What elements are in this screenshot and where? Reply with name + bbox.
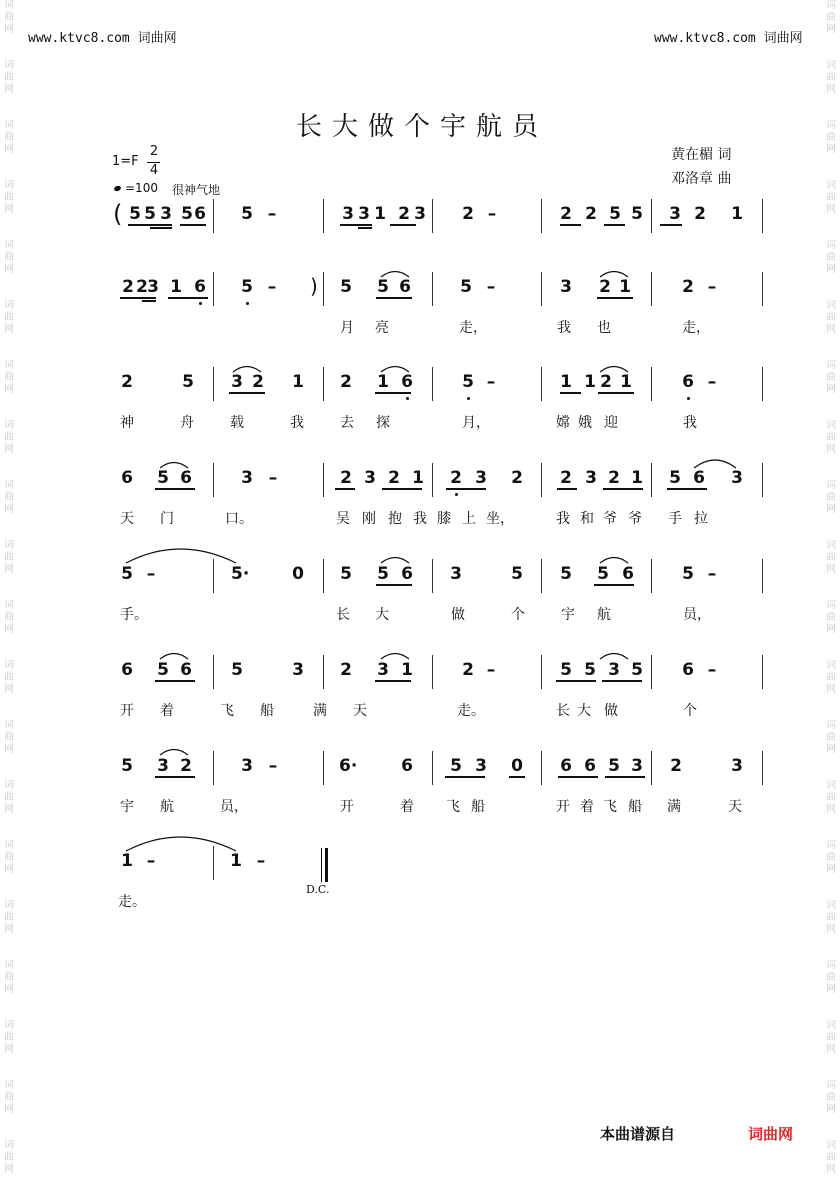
close-parenthesis: ) (310, 274, 318, 298)
slur (381, 367, 409, 373)
jianpu-note: 3 (475, 468, 487, 488)
watermark-text: 词 曲 网 (826, 300, 836, 335)
open-parenthesis: ( (113, 200, 123, 228)
lyric-syllable: 满 (313, 703, 327, 719)
jianpu-note: 5 (669, 468, 681, 488)
watermark-text: 词 曲 网 (4, 780, 14, 815)
lyric-syllable: 开 (556, 799, 570, 815)
jianpu-note: 3 (358, 204, 370, 224)
jianpu-note: 2 (121, 372, 133, 392)
lyric-syllable: 走。 (457, 703, 485, 719)
watermark-text: 词 曲 网 (4, 1080, 14, 1115)
jianpu-note: 1 (560, 372, 572, 392)
jianpu-note: – (146, 564, 156, 584)
time-signature-denominator: 4 (149, 163, 159, 178)
jianpu-note: – (267, 204, 277, 224)
lyric-syllable: 航 (597, 607, 611, 623)
lyric-syllable: 爷 (628, 511, 642, 527)
jianpu-note: 2 (670, 756, 682, 776)
jianpu-note: 5 (121, 756, 133, 776)
watermark-text: 词 曲 网 (4, 660, 14, 695)
jianpu-note: 3 (608, 660, 620, 680)
jianpu-note: 1 (374, 204, 386, 224)
jianpu-note: – (486, 277, 496, 297)
jianpu-note: 6· (339, 756, 358, 776)
jianpu-note: 2 (560, 204, 572, 224)
lyric-syllable: 宇 (120, 799, 134, 815)
slur (160, 463, 188, 469)
site-url-right[interactable]: www.ktvc8.com 词曲网 (654, 31, 803, 46)
lyric-syllable: 舟 (180, 415, 194, 431)
jianpu-note: 3 (157, 756, 169, 776)
jianpu-note: 5 (597, 564, 609, 584)
lyric-syllable: 去 (340, 415, 354, 431)
site-url-left[interactable]: www.ktvc8.com 词曲网 (28, 31, 177, 46)
jianpu-note: 2 (252, 372, 264, 392)
jianpu-note: 6 (560, 756, 572, 776)
jianpu-note: 1 (170, 277, 182, 297)
lyric-syllable: 着 (580, 799, 594, 815)
watermark-text: 词 曲 网 (826, 60, 836, 95)
lyric-syllable: 船 (628, 799, 642, 815)
watermark-text: 词 曲 网 (4, 840, 14, 875)
watermark-text: 词 曲 网 (4, 720, 14, 755)
jianpu-note: 3 (231, 372, 243, 392)
lyric-syllable: 我 (413, 511, 427, 527)
jianpu-note: 2 (122, 277, 134, 297)
lyric-syllable: 船 (260, 703, 274, 719)
lyric-syllable: 宇 (561, 607, 575, 623)
jianpu-note: 3 (342, 204, 354, 224)
lyric-syllable: 着 (400, 799, 414, 815)
jianpu-note: 1 (619, 277, 631, 297)
watermark-text: 词 曲 网 (826, 900, 836, 935)
jianpu-note: 5 (682, 564, 694, 584)
jianpu-note: 2 (600, 372, 612, 392)
final-barline-thick (325, 848, 328, 882)
watermark-text: 词 曲 网 (826, 1080, 836, 1115)
jianpu-note: 5 (511, 564, 523, 584)
watermark-text: 词 曲 网 (826, 360, 836, 395)
jianpu-note: 6 (693, 468, 705, 488)
lyric-syllable: 手 (668, 511, 682, 527)
jianpu-note: 5 (340, 277, 352, 297)
jianpu-note: 2 (340, 468, 352, 488)
jianpu-note: 5 (144, 204, 156, 224)
lyric-syllable: 爷 (603, 511, 617, 527)
da-capo-mark: D.C. (306, 883, 330, 896)
jianpu-note: 2 (585, 204, 597, 224)
slur (233, 367, 261, 373)
jianpu-note: 6 (584, 756, 596, 776)
jianpu-note: 3 (364, 468, 376, 488)
composer-credit: 邓洛章 曲 (671, 171, 732, 187)
lyric-syllable: 满 (667, 799, 681, 815)
lyric-syllable: 娥 (578, 415, 592, 431)
song-title: 长大做个宇航员 (296, 112, 549, 142)
lyric-syllable: 我 (556, 511, 570, 527)
lyric-syllable: 做 (451, 607, 465, 623)
watermark-text: 词 曲 网 (4, 120, 14, 155)
lyric-syllable: 上 (462, 511, 476, 527)
jianpu-note: 6 (401, 564, 413, 584)
jianpu-note: 1 (731, 204, 743, 224)
jianpu-note: 1 (631, 468, 643, 488)
jianpu-note: 3 (731, 756, 743, 776)
slur (600, 654, 628, 660)
jianpu-note: 6 (121, 468, 133, 488)
jianpu-note: 2 (608, 468, 620, 488)
jianpu-note: 0 (511, 756, 523, 776)
jianpu-note: 6 (180, 468, 192, 488)
lyric-syllable: 走， (459, 320, 487, 336)
slur (126, 837, 236, 851)
jianpu-note: 1 (401, 660, 413, 680)
lyric-syllable: 膝 (437, 511, 451, 527)
lyric-syllable: 我 (557, 320, 571, 336)
watermark-text: 词 曲 网 (4, 1020, 14, 1055)
jianpu-note: 3 (669, 204, 681, 224)
slur (600, 558, 628, 564)
jianpu-note: 5 (560, 660, 572, 680)
lyric-syllable: 我 (683, 415, 697, 431)
jianpu-note: 6 (682, 372, 694, 392)
watermark-text: 词 曲 网 (826, 240, 836, 275)
jianpu-note: 3 (241, 468, 253, 488)
jianpu-note: 5 (340, 564, 352, 584)
watermark-text: 词 曲 网 (826, 960, 836, 995)
lyric-syllable: 天 (728, 799, 742, 815)
lyric-syllable: 和 (580, 511, 594, 527)
jianpu-note: – (707, 277, 717, 297)
slur (381, 272, 409, 278)
jianpu-note: 1 (230, 851, 242, 871)
jianpu-note: 2 (388, 468, 400, 488)
lyric-syllable: 飞 (446, 799, 460, 815)
jianpu-note: 3 (292, 660, 304, 680)
jianpu-note: 5· (231, 564, 250, 584)
jianpu-note: – (707, 372, 717, 392)
jianpu-note: 5 (609, 204, 621, 224)
jianpu-note: 5 (450, 756, 462, 776)
jianpu-note: 1 (620, 372, 632, 392)
slur (160, 654, 188, 660)
watermark-text: 词 曲 网 (4, 0, 14, 35)
jianpu-note: 2 (560, 468, 572, 488)
lyric-syllable: 迎 (604, 415, 618, 431)
jianpu-note: 0 (292, 564, 304, 584)
jianpu-note: 3 (377, 660, 389, 680)
watermark-text: 词 曲 网 (4, 960, 14, 995)
slur (381, 558, 409, 564)
jianpu-note: 5 (157, 660, 169, 680)
watermark-text: 词 曲 网 (4, 180, 14, 215)
jianpu-note: 5 (182, 372, 194, 392)
lyric-syllable: 月， (462, 415, 490, 431)
watermark-text: 词 曲 网 (4, 480, 14, 515)
jianpu-note: 3 (147, 277, 159, 297)
jianpu-note: 6 (682, 660, 694, 680)
jianpu-note: – (268, 756, 278, 776)
watermark-text: 词 曲 网 (4, 420, 14, 455)
footer-brand-link[interactable]: 词曲网 (748, 1125, 794, 1143)
lyric-syllable: 神 (120, 415, 134, 431)
lyric-syllable: 亮 (375, 320, 389, 336)
watermark-text: 词 曲 网 (826, 780, 836, 815)
slur (160, 750, 188, 756)
lyric-syllable: 天 (120, 511, 134, 527)
jianpu-note: 2 (682, 277, 694, 297)
lyric-syllable: 开 (340, 799, 354, 815)
lyric-syllable: 口。 (225, 511, 253, 527)
footer-source-label: 本曲谱源自 (600, 1125, 676, 1143)
jianpu-note: 3 (450, 564, 462, 584)
jianpu-note: 5 (181, 204, 193, 224)
watermark-text: 词 曲 网 (826, 0, 836, 35)
lyric-syllable: 拉 (694, 511, 708, 527)
jianpu-note: 2 (462, 204, 474, 224)
lyric-syllable: 我 (290, 415, 304, 431)
lyric-syllable: 开 (120, 703, 134, 719)
lyric-syllable: 探 (376, 415, 390, 431)
watermark-text: 词 曲 网 (4, 900, 14, 935)
jianpu-note: 6 (194, 204, 206, 224)
lyric-syllable: 长 (556, 703, 570, 719)
jianpu-note: 2 (599, 277, 611, 297)
lyric-syllable: 个 (683, 703, 697, 719)
watermark-text: 词 曲 网 (4, 600, 14, 635)
watermark-text: 词 曲 网 (826, 1020, 836, 1055)
jianpu-note: 3 (560, 277, 572, 297)
jianpu-note: – (256, 851, 266, 871)
time-signature-numerator: 2 (149, 144, 159, 159)
jianpu-note: 5 (377, 277, 389, 297)
lyric-syllable: 航 (160, 799, 174, 815)
jianpu-note: 5 (560, 564, 572, 584)
jianpu-note: 5 (631, 660, 643, 680)
watermark-text: 词 曲 网 (4, 1140, 14, 1175)
jianpu-note: 5 (631, 204, 643, 224)
jianpu-note: 3 (731, 468, 743, 488)
jianpu-note: 6 (194, 277, 206, 297)
lyric-syllable: 船 (471, 799, 485, 815)
watermark-text: 词 曲 网 (826, 1140, 836, 1175)
final-barline-thin (321, 848, 322, 882)
slur (126, 549, 236, 563)
lyric-syllable: 天 (353, 703, 367, 719)
jianpu-note: 6 (180, 660, 192, 680)
watermark-text: 词 曲 网 (826, 720, 836, 755)
jianpu-note: 5 (460, 277, 472, 297)
jianpu-note: 1 (121, 851, 133, 871)
jianpu-note: 5 (157, 468, 169, 488)
jianpu-note: 2 (136, 277, 148, 297)
lyric-syllable: 大 (375, 607, 389, 623)
jianpu-note: 2 (450, 468, 462, 488)
lyric-syllable: 做 (604, 703, 618, 719)
jianpu-note: – (487, 204, 497, 224)
jianpu-note: 2 (511, 468, 523, 488)
lyric-syllable: 员， (220, 799, 248, 815)
jianpu-note: – (707, 660, 717, 680)
jianpu-note: 3 (631, 756, 643, 776)
lyric-syllable: 个 (511, 607, 525, 623)
jianpu-note: 2 (340, 372, 352, 392)
lyric-syllable: 飞 (220, 703, 234, 719)
jianpu-note: 5 (377, 564, 389, 584)
watermark-text: 词 曲 网 (826, 120, 836, 155)
jianpu-note: 5 (241, 277, 253, 297)
lyric-syllable: 长 (336, 607, 350, 623)
lyric-syllable: 抱 (388, 511, 402, 527)
watermark-text: 词 曲 网 (4, 300, 14, 335)
jianpu-note: 6 (401, 756, 413, 776)
jianpu-note: 2 (694, 204, 706, 224)
watermark-text: 词 曲 网 (4, 540, 14, 575)
tempo-mark: =100 (125, 181, 158, 195)
lyric-syllable: 走。 (118, 894, 146, 910)
jianpu-note: 6 (622, 564, 634, 584)
lyric-syllable: 吴 (336, 511, 350, 527)
jianpu-note: – (267, 277, 277, 297)
jianpu-note: 5 (231, 660, 243, 680)
expression-mark: 很神气地 (172, 183, 221, 197)
jianpu-note: – (268, 468, 278, 488)
slur (694, 460, 736, 468)
slur (600, 367, 628, 373)
lyricist-credit: 黄在楣 词 (671, 147, 732, 163)
jianpu-note: 1 (412, 468, 424, 488)
jianpu-note: 3 (241, 756, 253, 776)
jianpu-note: 3 (160, 204, 172, 224)
lyric-syllable: 着 (160, 703, 174, 719)
slur (600, 272, 628, 278)
jianpu-note: 2 (180, 756, 192, 776)
jianpu-note: 3 (585, 468, 597, 488)
jianpu-note: 5 (584, 660, 596, 680)
jianpu-note: 2 (398, 204, 410, 224)
jianpu-note: 1 (377, 372, 389, 392)
jianpu-note: 5 (121, 564, 133, 584)
lyric-syllable: 门 (160, 511, 174, 527)
jianpu-note: – (707, 564, 717, 584)
key-signature: 1=F (112, 154, 139, 169)
jianpu-note: 1 (292, 372, 304, 392)
lyric-syllable: 月 (340, 320, 354, 336)
watermark-text: 词 曲 网 (4, 60, 14, 95)
jianpu-note: 6 (399, 277, 411, 297)
jianpu-note: 3 (475, 756, 487, 776)
jianpu-note: 5 (241, 204, 253, 224)
jianpu-note: 5 (462, 372, 474, 392)
lyric-syllable: 员， (683, 607, 711, 623)
jianpu-note: 2 (462, 660, 474, 680)
lyric-syllable: 刚 (362, 511, 376, 527)
watermark-text: 词 曲 网 (826, 420, 836, 455)
jianpu-note: – (486, 372, 496, 392)
jianpu-note: 5 (129, 204, 141, 224)
watermark-text: 词 曲 网 (4, 240, 14, 275)
lyric-syllable: 大 (577, 703, 591, 719)
watermark-text: 词 曲 网 (826, 180, 836, 215)
watermark-text: 词 曲 网 (4, 360, 14, 395)
lyric-syllable: 载 (230, 415, 244, 431)
watermark-text: 词 曲 网 (826, 540, 836, 575)
jianpu-note: 2 (340, 660, 352, 680)
jianpu-note: 5 (608, 756, 620, 776)
lyric-syllable: 嫦 (556, 415, 570, 431)
jianpu-note: – (146, 851, 156, 871)
watermark-text: 词 曲 网 (826, 840, 836, 875)
watermark-text: 词 曲 网 (826, 660, 836, 695)
lyric-syllable: 坐， (486, 511, 514, 527)
lyric-syllable: 手。 (120, 607, 148, 623)
jianpu-note: – (486, 660, 496, 680)
jianpu-note: 6 (401, 372, 413, 392)
jianpu-note: 6 (121, 660, 133, 680)
slur (381, 654, 409, 660)
jianpu-note: 1 (584, 372, 596, 392)
jianpu-note: 3 (414, 204, 426, 224)
watermark-text: 词 曲 网 (826, 480, 836, 515)
watermark-text: 词 曲 网 (826, 600, 836, 635)
lyric-syllable: 也 (597, 320, 611, 336)
lyric-syllable: 走， (682, 320, 710, 336)
lyric-syllable: 飞 (603, 799, 617, 815)
